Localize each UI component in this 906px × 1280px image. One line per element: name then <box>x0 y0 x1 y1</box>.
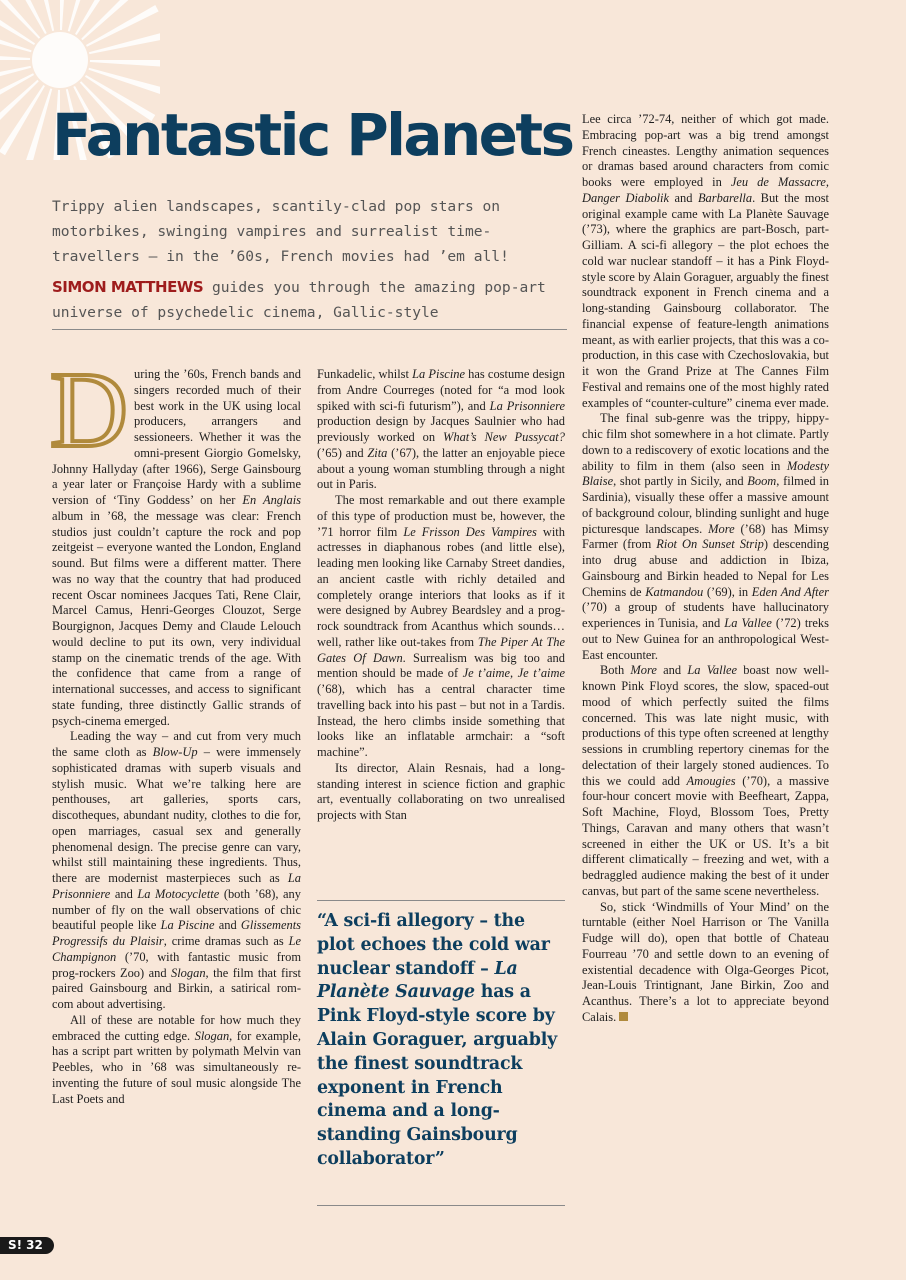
standfirst <box>52 194 567 325</box>
text-run: (’68), which has a central character time travelling back into his past – but not in a Tardis. Instead, the hero climbs inside something that looks like an inflatable armchair: a “soft machine”. <box>317 682 565 759</box>
text-run: with actresses in diaphanous robes (and little else), leading men looking like Carnaby Street dandies, an ancient castle with richly detailed and completely orange interiors that looks as if it were designed by Aubrey Beardsley and a prog-rock soundtrack from Acanthus which sounds… well, rather like out-takes from <box>317 524 565 649</box>
text-run: the film that first paired Gainsbourg and Birkin, a satirical rom-com about advertising. <box>52 965 301 1011</box>
italic-title: La Piscine <box>160 918 215 933</box>
italic-title: Je t’aime, Je t’aime <box>462 666 566 681</box>
paragraph <box>50 351 301 729</box>
italic-title: Glissements Progressifs du Plaisir <box>52 918 301 948</box>
pullquote-rule-top <box>317 900 565 901</box>
paragraph <box>582 411 829 663</box>
paragraph <box>317 761 565 824</box>
text-run: . But the most original example came with La Planète Sauvage (’73), where the graphics are part-Bosch, part-Gilliam. A sci-fi allegory – the plot echoes the cold war nuclear standoff – it has a Pink Floyd-style score by Alain Goraguer, arguably the finest soundtrack exponent in French cinema and a long-standing Gainsbourg collaborator. The financial expense of feature-length animations meant, as with earlier projects, that this was a co-production, in this case with Czechoslovakia, but it won the Grand Prize at The Cannes Film Festival and remains one of the most highly rated examples of “counter-culture” cinema ever made. <box>582 190 829 410</box>
text-run: – were immensely sophisticated dramas with superb visuals and stylish music. What we’re talking here are penthouses, art galleries, sports cars, discotheques, abundant nudity, clothes to die for, open marriages, casual sex and generally phenomenal design. The precise genre can vary, whilst still maintaining these ingredients. Thus, there are modernist masterpieces such as <box>52 745 301 885</box>
text-run: , for example, has a script part written by polymath Melvin van Peebles, who in ’68 was simultaneously re-inventing the future of soul music alongside The Last Poets and <box>52 1028 301 1106</box>
italic-title: La Motocyclette <box>137 886 220 901</box>
byline <box>52 275 567 325</box>
paragraph <box>317 367 565 493</box>
italic-title: Barbarella <box>697 190 753 205</box>
page-folio <box>0 1237 54 1254</box>
text-run: (both ’68), any number of fly on the wall observations of chic beautiful people like <box>52 886 301 933</box>
magazine-logo: S! <box>8 1238 23 1252</box>
italic-title: La Vallee <box>724 616 772 630</box>
text-run: Funkadelic, whilst <box>317 367 413 381</box>
byline-author: SIMON MATTHEWS <box>52 278 204 296</box>
italic-title: Le Frisson Des Vampires <box>403 524 537 539</box>
italic-title: More <box>630 663 657 678</box>
text-run: Both <box>600 663 631 678</box>
text-run: (’70, with fantastic music from prog-rockers Zoo) and <box>52 949 301 980</box>
paragraph <box>317 493 565 761</box>
text-run: boast now well-known Pink Floyd scores, the slow, spaced-out mood of which perfectly suited the films concerned. This was late night music, with productions of this type often screened at lengthy sessions in crumbling repertory cinemas for the delectation of their largely stoned audiences. To this we could add <box>582 663 829 788</box>
paragraph <box>582 663 829 899</box>
text-run: Its director, Alain Resnais, had a long-standing interest in science fiction and graphic art, eventually collaborating on two unrealised projects with Stan <box>317 760 565 822</box>
italic-title: Boom <box>747 474 777 489</box>
text-run: The most remarkable and out there example of this type of production must be, however, the ’71 horror film <box>317 493 565 539</box>
text-run: (’70), a massive four-hour concert movie with Beefheart, Zappa, Soft Machine, Floyd, Blossom Toes, Pretty Things, Caravan and many others that wasn’t screened in either the UK or US. It’s a bit different climatically – freezing and wet, with a bedraggled audience making the best of it under canvas, but part of the same scene nevertheless. <box>582 773 830 898</box>
text-run: and <box>669 190 698 205</box>
text-run: (’72) treks out to New Guinea for an anthropological West-East encounter. <box>582 616 829 662</box>
italic-title: La Prisonniere <box>52 871 301 901</box>
italic-title: Slogan <box>194 1028 230 1043</box>
italic-title: Jeu de Massacre, Danger Diabolik <box>582 175 829 205</box>
italic-title: Blow-Up <box>152 745 198 759</box>
text-run: and <box>656 663 688 678</box>
text-run: , shot partly in Sicily, and <box>613 474 748 489</box>
standfirst-text: Trippy alien landscapes, scantily-clad pop stars on motorbikes, swinging vampires and surrealist time-travellers – in the ’60s, French movies had ’em all! <box>52 198 509 265</box>
pull-quote <box>317 910 567 1172</box>
italic-title: En Anglais <box>242 493 301 507</box>
italic-title: Riot On Sunset Strip <box>656 537 764 552</box>
italic-title: Le Champignon <box>52 934 301 964</box>
text-run: Leading the way – and cut from very much the same cloth as <box>52 729 301 759</box>
italic-title: La Planète Sauvage <box>317 958 518 1003</box>
text-run: (’67), the latter an enjoyable piece about a young woman stumbling through a night out in Paris. <box>317 445 565 492</box>
text-run: and <box>214 918 241 933</box>
article-column-3 <box>582 112 829 1026</box>
paragraph <box>52 1013 301 1108</box>
byline-text: guides you through the amazing pop-art universe of psychedelic cinema, Gallic-style <box>52 279 546 321</box>
text-run: “A sci-fi allegory – the plot echoes the cold war nuclear standoff – <box>317 911 550 979</box>
article-column-1 <box>50 351 301 1107</box>
italic-title: Modesty Blaise <box>582 458 829 489</box>
paragraph <box>582 900 829 1026</box>
page-title: Fantastic Planets <box>52 101 573 169</box>
article-column-2 <box>317 367 565 824</box>
italic-title: More <box>708 521 735 536</box>
text-run: , crime dramas such as <box>163 934 289 948</box>
text-run: , filmed in Sardinia), visually these offer a massive amount of background colour, blinding sunlight and huge picturesque landscapes. <box>582 474 829 536</box>
header-rule <box>52 329 567 330</box>
text-run: (’68) has Mimsy Farmer (from <box>582 521 829 552</box>
text-run: (’69), in <box>703 584 752 599</box>
italic-title: Zita <box>367 445 388 460</box>
text-run: uring the ’60s, French bands and singers recorded much of their best work in the UK using local producers, arrangers and sessioneers. Whether it was the omni-present Giorgio Gomelsky, Johnny Hallyday (after 1966), Serge Gainsbourg a year later or Françoise Hardy with a sublime version of ‘Tiny Goddess’ on her <box>52 367 301 507</box>
italic-title: La Vallee <box>687 663 738 678</box>
text-run: ) descending into drug abuse and addiction in Ibiza, Gainsbourg and Birkin headed to Nepal for Les Chemins de <box>582 537 830 599</box>
pullquote-rule-bottom <box>317 1205 565 1206</box>
text-run: All of these are notable for how much they embraced the cutting edge. <box>52 1012 301 1043</box>
italic-title: Katmandou <box>645 584 704 599</box>
page-number: 32 <box>26 1238 43 1252</box>
text-run: Lee circa ’72-74, neither of which got made. Embracing pop-art was a big trend amongst French cineastes. Lengthy animation sequences or dramas based around characters from comic books were employed in <box>582 112 829 189</box>
end-mark-icon <box>619 1012 628 1021</box>
text-run: has costume design from Andre Courreges (noted for “a mod look spiked with sci-fi futurism”), and <box>317 367 565 413</box>
text-run: (’70) a group of students have hallucinatory experiences in Tunisia, and <box>582 600 829 630</box>
text-run: . Surrealism was big too and mention should be made of <box>317 650 565 681</box>
italic-title: Slogan, <box>170 965 209 980</box>
text-run: (’65) and <box>317 445 368 460</box>
italic-title: What’s New Pussycat? <box>442 430 565 444</box>
drop-cap: D <box>50 351 128 470</box>
italic-title: Amougies <box>686 773 736 788</box>
text-run: The final sub-genre was the trippy, hippy-chic film shot somewhere in a hot climate. Partly down to a rediscovery of exotic locations and the ability to film in them (also seen in <box>582 411 829 473</box>
italic-title: La Piscine <box>412 367 466 381</box>
text-run: has a Pink Floyd-style score by Alain Goraguer, arguably the finest soundtrack exponent in French cinema and a long-standing Gainsbourg collaborator” <box>317 982 558 1169</box>
paragraph <box>52 729 301 1013</box>
italic-title: Eden And After <box>751 584 829 599</box>
italic-title: La Prisonniere <box>489 398 566 413</box>
text-run: and <box>110 886 138 901</box>
italic-title: The Piper At The Gates Of Dawn <box>317 634 565 665</box>
text-run: album in ’68, the message was clear: French studios just couldn’t capture the rock and pop zeitgeist – everyone wanted the London, England sound. But films were a different matter. There was no way that the country that had produced recent Oscar nominees Jacques Tati, Rene Clair, Marcel Camus, Henri-Georges Clouzot, Serge Bourgignon, Jacques Demy and Claude Lelouch would decline to put its own, very individual stamp on the cinematic trends of the age. With the confidence that came from a range of international successes, and access to significant state funding, three distinctly Gallic strands of psych-cinema emerged. <box>52 508 301 728</box>
paragraph <box>582 112 829 411</box>
text-run: production design by Jacques Saulnier who had previously worked on <box>317 414 565 444</box>
text-run: So, stick ‘Windmills of Your Mind’ on the turntable (either Noel Harrison or The Vanilla Fudge will do), open that bottle of Chateau Fourreau ’70 and settle down to an evening of existential decadence with Olga-Georges Picot, Jean-Louis Trintignant, Jane Birkin, Zoo and Acanthus. There’s a lot to appreciate beyond Calais. <box>582 899 829 1024</box>
